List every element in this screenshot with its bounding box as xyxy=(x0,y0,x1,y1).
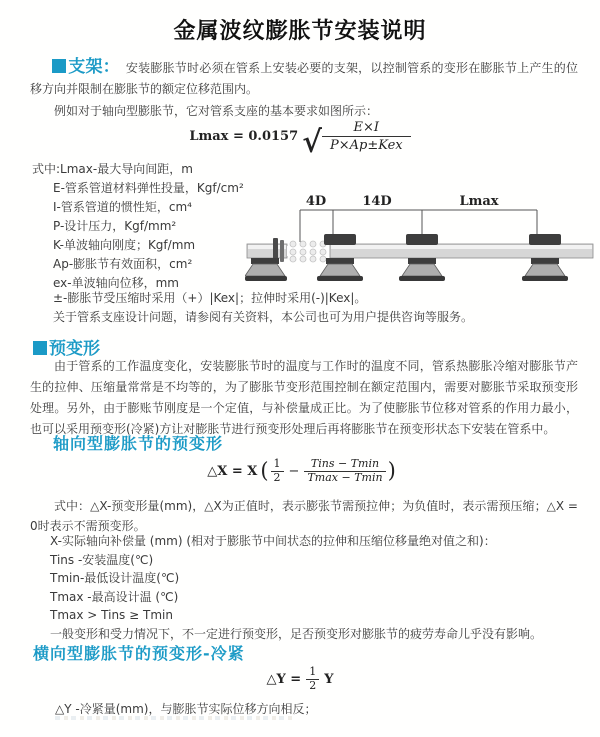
def-item: Ap-膨胀节有效面积，cm² xyxy=(53,257,193,271)
formula-axial-preform xyxy=(0,458,600,484)
section-marker-icon xyxy=(33,341,47,355)
temperature-fraction: $\frac{\text{Tins − Tmin}}{Tmax - Tmin}$ xyxy=(304,458,385,484)
def-item: K-单波轴向刚度；Kgf/mm xyxy=(53,238,196,252)
open-paren: ( xyxy=(260,458,269,483)
subheading-axial-preform: 轴向型膨胀节的预变形 xyxy=(53,434,224,453)
section-heading-support: 支架： xyxy=(30,57,126,77)
dim-label-4d: 4D xyxy=(305,194,327,209)
support-intro-text: 安装膨胀节时必须在管系上安装必要的支架，以控制管系的变形在膨胀节上产生的位移方向并限制在膨胀节的额定位移范围内。 xyxy=(30,61,578,96)
subheading-lateral-preform: 横向型膨胀节的预变形-冷紧 xyxy=(33,644,245,663)
pipe-support-diagram xyxy=(245,192,595,292)
support-example-line: 例如对于轴向型膨胀节，它对管系支座的基本要求如图所示： xyxy=(54,104,379,118)
formula-lmax-lhs: Lmax = 0.0157 xyxy=(189,129,299,144)
half-fraction: $\frac{1}{2}$ xyxy=(271,458,284,484)
half-fraction: $\frac{1}{2}$ xyxy=(306,666,319,692)
def-item: 式中:Lmax-最大导向间距，m xyxy=(32,162,193,176)
def-item: Tins -安装温度(℃) xyxy=(50,552,154,567)
close-paren: ) xyxy=(387,458,396,483)
formula-lmax-denominator: P×Ap±Kex xyxy=(330,138,403,153)
formula-lateral-preform xyxy=(0,666,600,692)
service-note: 关于管系支座设计问题，请参阅有关资料，本公司也可为用户提供咨询等服务。 xyxy=(53,310,474,324)
def-item: I-管系管道的惯性矩，cm⁴ xyxy=(53,200,192,214)
formula-lmax-numerator: E×I xyxy=(322,120,411,137)
def-item: X-实际轴向补偿量 (mm) (相对于膨胀节中间状态的拉伸和压缩位移量绝对值之和)： xyxy=(50,534,496,548)
dim-label-lmax: Lmax xyxy=(459,194,499,209)
minus-operator: − xyxy=(288,463,300,479)
page-title: 金属波纹膨胀节安装说明 xyxy=(173,19,427,44)
axial-explain-paragraph: 式中：△X-预变形量(mm)，△X为正值时，表示膨张节需预拉伸；为负值时，表示需预压缩；△X = 0时表示不需预变形。 xyxy=(30,499,578,533)
def-item: E-管系管道材料弹性投量，Kgf/cm² xyxy=(53,181,244,195)
support-intro-paragraph xyxy=(30,57,578,100)
formula-lat-pre: △Y = xyxy=(266,671,302,687)
section-marker-icon xyxy=(52,59,66,73)
pipe-diagram-svg xyxy=(245,192,595,292)
formula-lat-post: Y xyxy=(324,671,334,687)
def-item: ex-单波轴向位移，mm xyxy=(53,276,179,290)
axial-definitions xyxy=(50,532,580,643)
cutoff-text-remnant xyxy=(55,716,295,720)
axial-note: 一般变形和受力情况下，不一定进行预变形，足否预变形对膨胀节的疲劳寿命儿乎没有影响。 xyxy=(50,626,543,641)
lateral-note: △Y -冷紧量(mm)，与膨胀节实际位移方向相反； xyxy=(55,702,317,716)
sqrt-radical xyxy=(302,120,410,160)
preform-body-paragraph: 由于管系的工作温度变化，安装膨胀节时的温度与工作时的温度不同，管系热膨胀冷缩对膨胀节产生的拉伸、压缩量常常是不均等的，为了膨胀节变形范围控制在额定范围内，需要对膨胀节采取预变形处理。另外，由于膨账节刚度是一个定值，与补偿量成正比。为了使膨胀节位移对管系的作用力最小，也可以采用预变形(冷紧)方让对膨胀节进行预变形处理后再将膨胀节在预变形状态下安装在管系中。 xyxy=(30,359,578,436)
def-item: Tmax -最高设计温 (℃) xyxy=(50,589,179,604)
pipe xyxy=(247,244,593,258)
def-item: P-设计压力，Kgf/mm² xyxy=(53,219,177,233)
section-heading-preform: 预变形 xyxy=(33,334,100,359)
def-item: Tmin-最低设计温度(℃) xyxy=(50,571,180,585)
def-item: Tmax > Tins ≥ Tmin xyxy=(50,608,173,622)
formula-ax-pre: △X = X xyxy=(207,463,258,479)
dim-label-14d: 14D xyxy=(362,194,392,209)
radical-sign-icon: √ xyxy=(302,125,322,160)
plusminus-note: ±-膨胀节受压缩时采用（+）|Kex|；拉伸时采用(-)|Kex|。 xyxy=(53,291,367,305)
formula-lmax xyxy=(0,120,600,160)
support-notes xyxy=(32,289,580,327)
